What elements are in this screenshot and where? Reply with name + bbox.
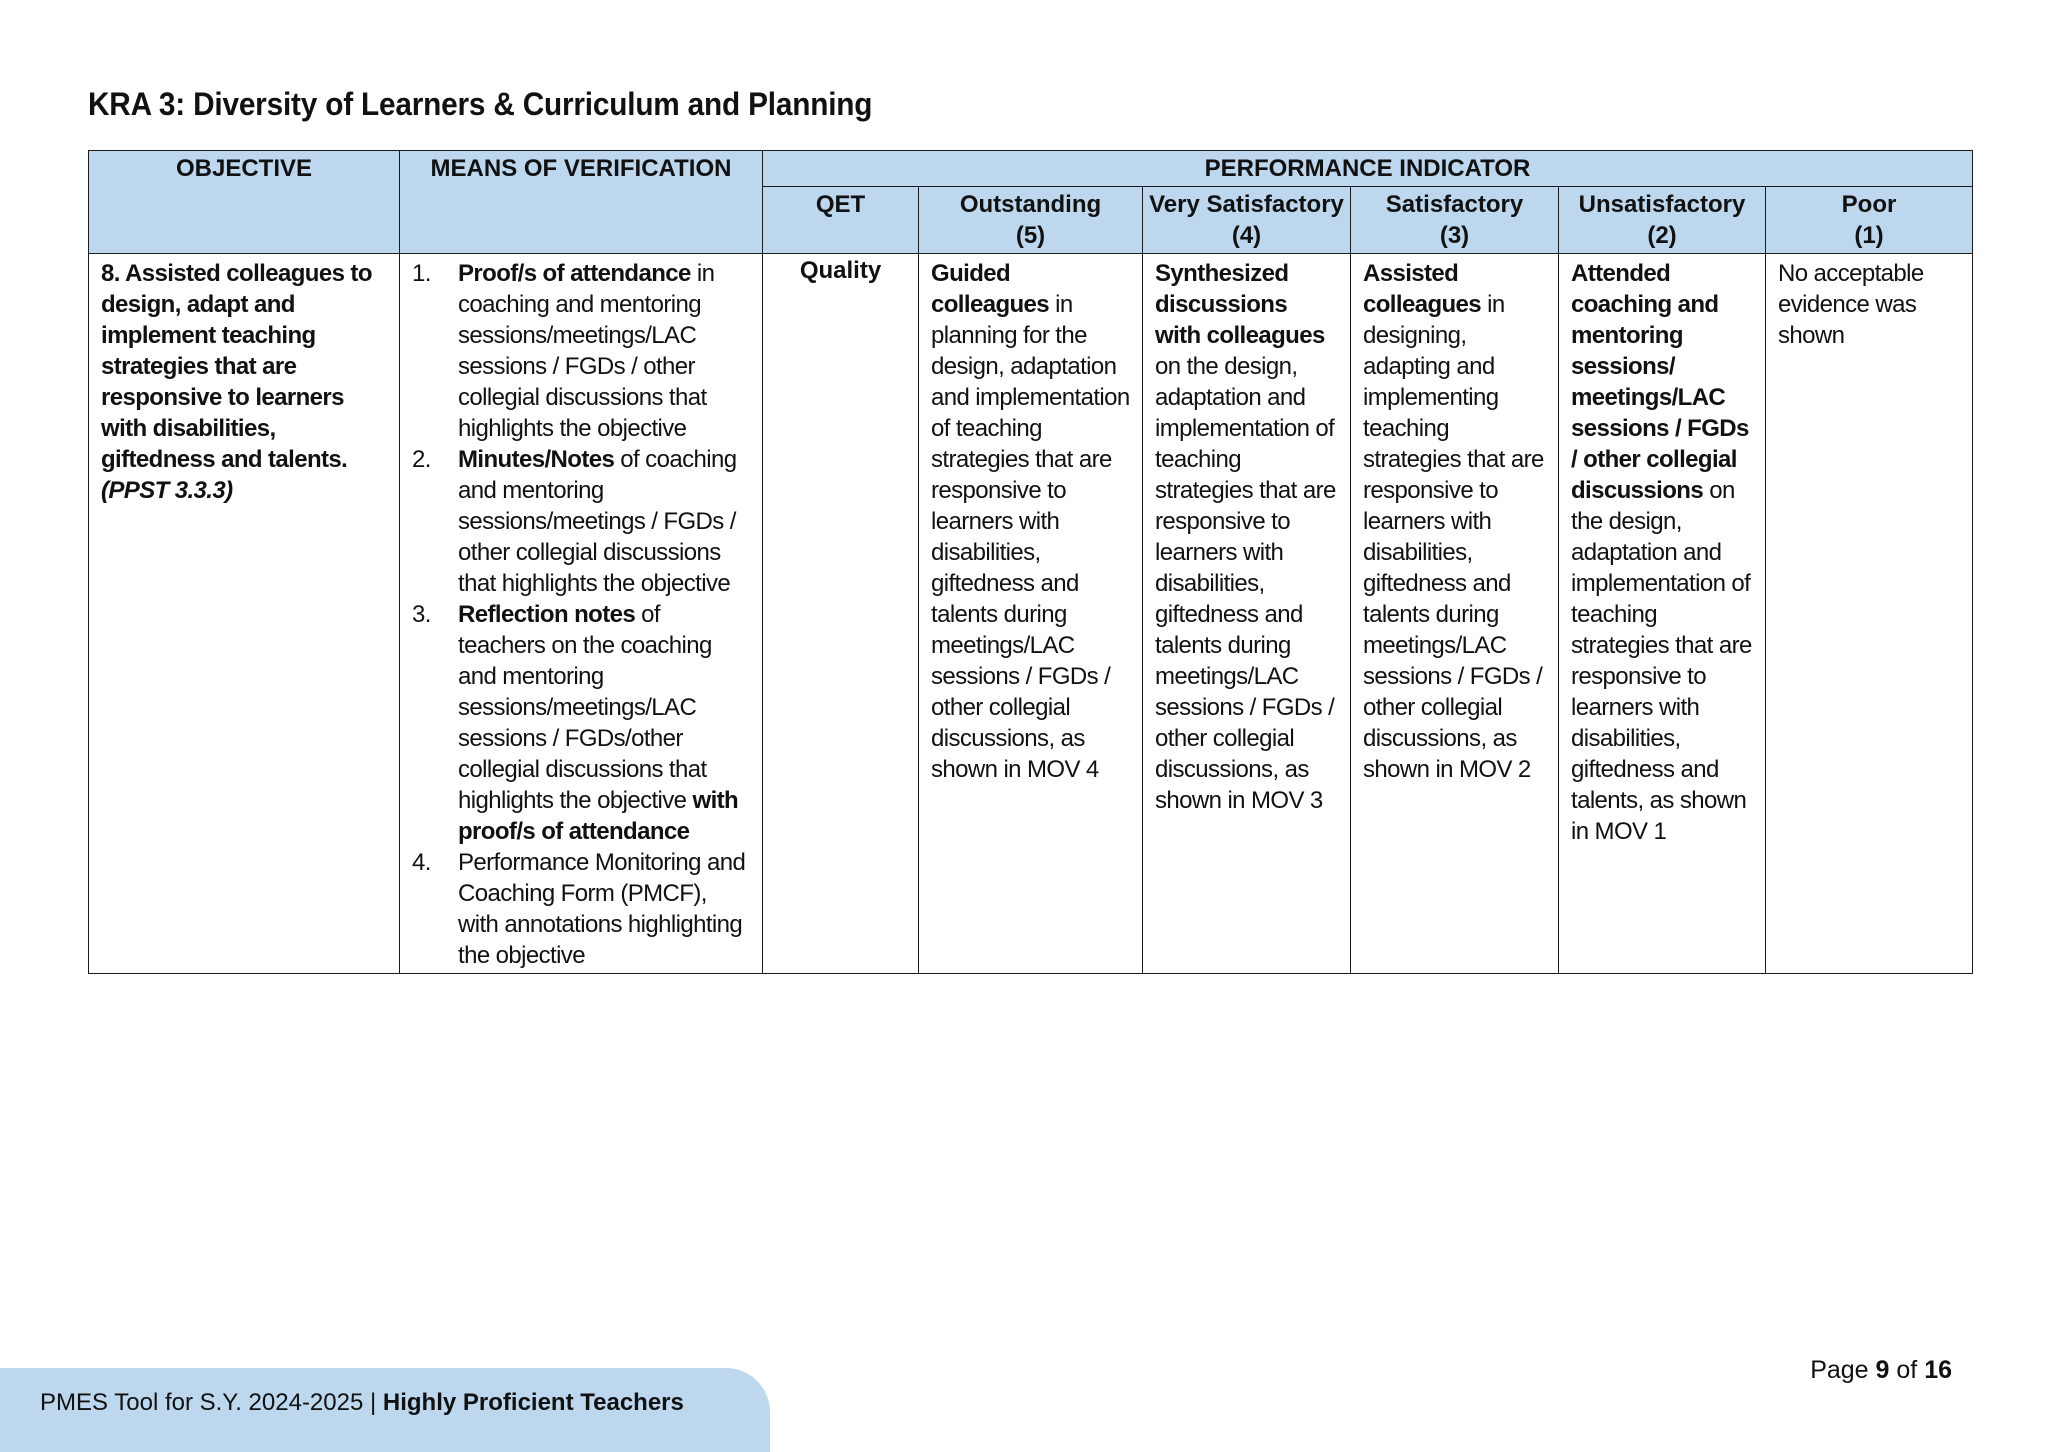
descriptor-text: No acceptable evidence was shown [1778,260,1924,349]
level-name: Satisfactory [1385,191,1524,218]
mov-text: of teachers on the coaching and mentoring sessions/meetings/LAC sessions / FGDs/other collegial discussions that highlights the objective [458,601,712,814]
mov-bold-tail: with proof/s of attendance [458,787,739,845]
objective-header: OBJECTIVE [89,151,400,254]
descriptor-text: in designing, adapting and implementing teaching strategies that are responsive to learners with disabilities, giftedness and talents during meetings/LAC sessions / FGDs / other collegial discussions, as shown in MOV 2 [1363,291,1544,783]
mov-bold: Minutes/Notes [458,446,615,473]
rubric-table [88,150,1973,974]
mov-item [412,258,750,444]
level-header-outstanding [919,187,1143,254]
footer-label [40,1389,684,1417]
descriptor-very-satisfactory [1143,254,1351,974]
level-score: (5) [1015,222,1046,249]
level-name: Very Satisfactory [1149,191,1344,218]
descriptor-satisfactory [1351,254,1559,974]
level-header-satisfactory [1351,187,1559,254]
qet-cell: Quality [763,254,919,974]
page-title: KRA 3: Diversity of Learners & Curriculum and Planning [88,86,873,122]
page-total: 16 [1924,1356,1952,1384]
footer-plain: PMES Tool for S.Y. 2024-2025 | [40,1389,383,1416]
descriptor-poor [1766,254,1973,974]
level-score: (3) [1439,222,1470,249]
mov-list [412,258,750,971]
objective-text: 8. Assisted colleagues to design, adapt and implement teaching strategies that are responsive to learners with disabilities, giftedness and talents. [101,260,372,473]
means-of-verification-header: MEANS OF VERIFICATION [400,151,763,254]
mov-cell [400,254,763,974]
level-header-very-satisfactory [1143,187,1351,254]
level-score: (2) [1647,222,1677,249]
footer-bold: Highly Proficient Teachers [382,1389,684,1416]
mov-item [412,847,750,971]
page-number [1810,1356,1952,1385]
level-header-unsatisfactory [1559,187,1766,254]
objective-ppst-ref: (PPST 3.3.3) [101,477,233,504]
mov-number: 1. [412,260,431,287]
mov-bold: Reflection notes [458,601,636,628]
mov-number: 3. [412,601,431,628]
mov-item [412,599,750,847]
descriptor-unsatisfactory [1559,254,1766,974]
mov-number: 4. [412,849,431,876]
descriptor-bold: Guided colleagues [931,260,1050,318]
descriptor-bold: Assisted colleagues [1363,260,1482,318]
descriptor-text: on the design, adaptation and implementation of teaching strategies that are responsive to learners with disabilities, giftedness and talents, as shown in MOV 1 [1571,477,1752,845]
mov-text: of coaching and mentoring sessions/meetings / FGDs / other collegial discussions that highlights the objective [458,446,737,597]
descriptor-bold: Attended coaching and mentoring sessions/ meetings/LAC sessions / FGDs / other collegial discussions [1571,260,1749,504]
level-name: Outstanding [959,191,1102,218]
level-name: Poor [1841,191,1897,218]
qet-header: QET [763,187,919,254]
descriptor-bold: Synthesized discussions with colleagues [1155,260,1325,349]
performance-indicator-header: PERFORMANCE INDICATOR [763,151,1973,187]
descriptor-text: on the design, adaptation and implementation of teaching strategies that are responsive to learners with disabilities, giftedness and talents during meetings/LAC sessions / FGDs / other collegial discussions, as shown in MOV 3 [1155,353,1336,814]
mov-number: 2. [412,446,431,473]
mov-text: Performance Monitoring and Coaching Form (PMCF), with annotations highlighting the objective [458,849,746,969]
level-score: (4) [1231,222,1262,249]
level-name: Unsatisfactory [1578,191,1746,218]
page-of: of [1889,1356,1925,1384]
mov-text: in coaching and mentoring sessions/meetings/LAC sessions / FGDs / other collegial discussions that highlights the objective [458,260,715,442]
mov-bold: Proof/s of attendance [458,260,691,287]
descriptor-outstanding [919,254,1143,974]
objective-cell [89,254,400,974]
level-header-poor [1766,187,1973,254]
page-label: Page [1810,1356,1876,1384]
page-current: 9 [1875,1356,1890,1384]
descriptor-text: in planning for the design, adaptation and implementation of teaching strategies that are responsive to learners with disabilities, giftedness and talents during meetings/LAC sessions / FGDs / other collegial discussions, as shown in MOV 4 [931,291,1130,783]
mov-item [412,444,750,599]
level-score: (1) [1854,222,1884,249]
